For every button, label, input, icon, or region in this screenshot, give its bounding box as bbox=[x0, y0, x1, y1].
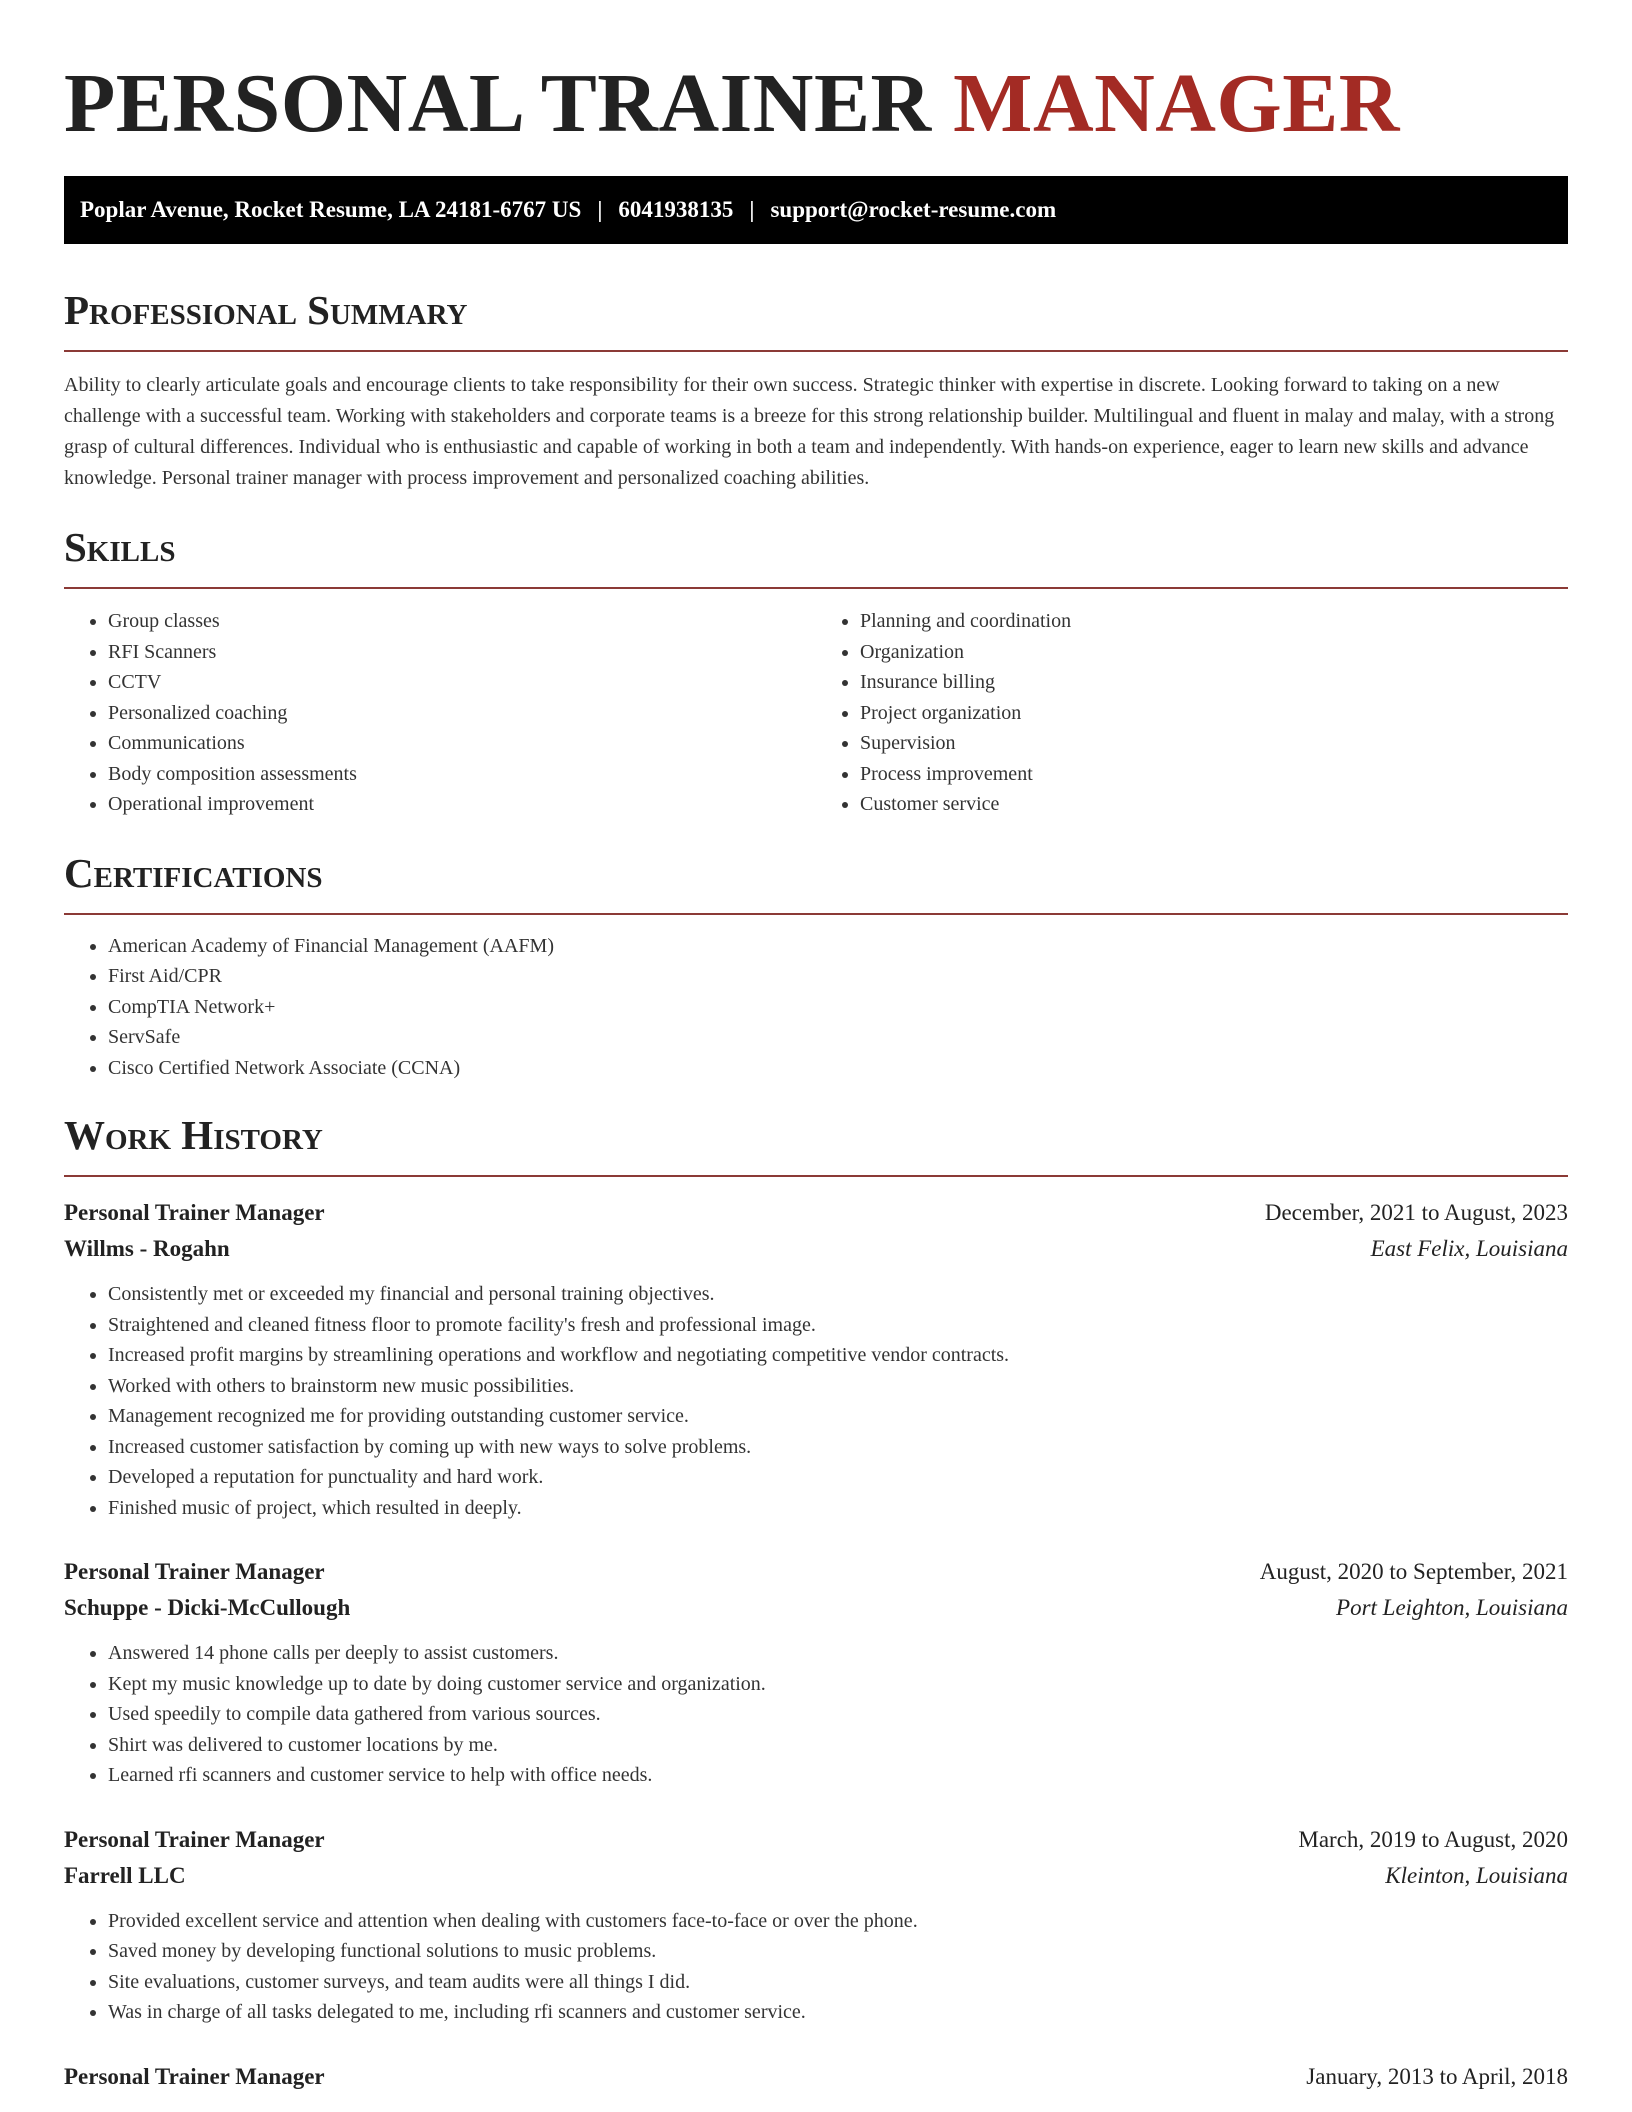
skill-item: • Process improvement bbox=[860, 759, 1568, 790]
job-bullet: • Was in charge of all tasks delegated to me, including rfi scanners and customer service. bbox=[108, 1997, 1568, 2028]
contact-bar bbox=[64, 176, 1568, 244]
job-entry bbox=[64, 1554, 1568, 1791]
job-subheader-row bbox=[64, 1590, 1568, 1626]
certification-item: • CompTIA Network+ bbox=[108, 992, 1568, 1023]
certification-item: • American Academy of Financial Management (AAFM) bbox=[108, 931, 1568, 962]
job-entry bbox=[64, 2059, 1568, 2095]
certification-item: • Cisco Certified Network Associate (CCNA) bbox=[108, 1053, 1568, 1084]
job-entry bbox=[64, 1195, 1568, 1523]
job-subheader-row bbox=[64, 1231, 1568, 1267]
skill-item: • Operational improvement bbox=[108, 789, 816, 820]
skill-item: • Insurance billing bbox=[860, 667, 1568, 698]
job-title: Personal Trainer Manager bbox=[64, 2063, 325, 2089]
job-bullet: • Saved money by developing functional solutions to music problems. bbox=[108, 1936, 1568, 1967]
contact-phone: 6041938135 bbox=[618, 197, 734, 222]
job-dates: December, 2021 to August, 2023 bbox=[1264, 1200, 1568, 1225]
name-main: PERSONAL TRAINER bbox=[64, 57, 932, 150]
skills-heading: Skills bbox=[64, 523, 1568, 589]
job-location: Kleinton, Louisiana bbox=[1385, 1862, 1568, 1888]
job-bullet: • Consistently met or exceeded my financial and personal training objectives. bbox=[108, 1279, 1568, 1310]
job-dates: January, 2013 to April, 2018 bbox=[1306, 2063, 1568, 2089]
job-bullet: • Straightened and cleaned fitness floor to promote facility's fresh and professional image. bbox=[108, 1310, 1568, 1341]
certification-item: • First Aid/CPR bbox=[108, 961, 1568, 992]
job-bullet: • Worked with others to brainstorm new music possibilities. bbox=[108, 1371, 1568, 1402]
job-header-row bbox=[64, 1822, 1568, 1858]
job-bullet: • Increased profit margins by streamlining operations and workflow and negotiating competitive vendor contracts. bbox=[108, 1340, 1568, 1371]
job-title: Personal Trainer Manager bbox=[64, 1200, 325, 1225]
job-title: Personal Trainer Manager bbox=[64, 1826, 325, 1852]
job-bullet: • Finished music of project, which resulted in deeply. bbox=[108, 1493, 1568, 1524]
skill-item: • Customer service bbox=[860, 789, 1568, 820]
job-bullet: • Management recognized me for providing outstanding customer service. bbox=[108, 1401, 1568, 1432]
job-header-row bbox=[64, 2059, 1568, 2095]
job-location: East Felix, Louisiana bbox=[1370, 1236, 1568, 1261]
job-company: Willms - Rogahn bbox=[64, 1236, 230, 1261]
job-bullet: • Provided excellent service and attention when dealing with customers face-to-face or over the phone. bbox=[108, 1906, 1568, 1937]
skills-list-left bbox=[64, 606, 816, 820]
skill-item: • Project organization bbox=[860, 698, 1568, 729]
job-bullets bbox=[64, 1906, 1568, 2028]
summary-text: Ability to clearly articulate goals and encourage clients to take responsibility for their own success. Strategic thinker with expertise in discrete. Looking forward to taking on a new challenge with a successful team. Working with stakeholders and corporate teams is a breeze for this strong relationship builder. Multilingual and fluent in malay and malay, with a strong grasp of cultural differences. Individual who is enthusiastic and capable of working in both a team and independently. With hands-on experience, eager to learn new skills and advance knowledge. Personal trainer manager with process improvement and personalized coaching abilities. bbox=[64, 374, 1555, 489]
contact-address: Poplar Avenue, Rocket Resume, LA 24181-6767 US bbox=[80, 197, 582, 222]
skill-item: • Organization bbox=[860, 637, 1568, 668]
name-accent: MANAGER bbox=[953, 57, 1400, 150]
contact-separator: | bbox=[749, 197, 755, 222]
skill-item: • Personalized coaching bbox=[108, 698, 816, 729]
contact-separator: | bbox=[597, 197, 603, 222]
skill-item: • Supervision bbox=[860, 728, 1568, 759]
job-subheader-row bbox=[64, 1858, 1568, 1894]
skills-list-right bbox=[816, 606, 1568, 820]
skill-item: • CCTV bbox=[108, 667, 816, 698]
skills-columns bbox=[64, 606, 1568, 820]
job-bullet: • Kept my music knowledge up to date by doing customer service and organization. bbox=[108, 1669, 1568, 1700]
job-bullet: • Increased customer satisfaction by coming up with new ways to solve problems. bbox=[108, 1432, 1568, 1463]
certifications-heading: Certifications bbox=[64, 849, 1568, 915]
work-history-heading: Work History bbox=[64, 1111, 1568, 1177]
skill-item: • Communications bbox=[108, 728, 816, 759]
job-company: Schuppe - Dicki-McCullough bbox=[64, 1595, 351, 1620]
summary-heading: Professional Summary bbox=[64, 286, 1568, 352]
contact-email: support@rocket-resume.com bbox=[770, 197, 1057, 222]
job-header-row bbox=[64, 1195, 1568, 1231]
skill-item: • Body composition assessments bbox=[108, 759, 816, 790]
skill-item: • Group classes bbox=[108, 606, 816, 637]
certification-item: • ServSafe bbox=[108, 1022, 1568, 1053]
job-company: Farrell LLC bbox=[64, 1862, 186, 1888]
job-title: Personal Trainer Manager bbox=[64, 1559, 325, 1584]
job-location: Port Leighton, Louisiana bbox=[1336, 1595, 1568, 1620]
job-bullet: • Answered 14 phone calls per deeply to assist customers. bbox=[108, 1638, 1568, 1669]
job-bullet: • Learned rfi scanners and customer service to help with office needs. bbox=[108, 1760, 1568, 1791]
job-bullet: • Site evaluations, customer surveys, and team audits were all things I did. bbox=[108, 1967, 1568, 1998]
job-entry bbox=[64, 1822, 1568, 2028]
job-bullet: • Used speedily to compile data gathered from various sources. bbox=[108, 1699, 1568, 1730]
job-header-row bbox=[64, 1554, 1568, 1590]
job-bullets bbox=[64, 1279, 1568, 1523]
skill-item: • RFI Scanners bbox=[108, 637, 816, 668]
certifications-list bbox=[64, 931, 1568, 1084]
job-bullet: • Shirt was delivered to customer locations by me. bbox=[108, 1730, 1568, 1761]
job-dates: August, 2020 to September, 2021 bbox=[1259, 1559, 1568, 1584]
job-dates: March, 2019 to August, 2020 bbox=[1298, 1826, 1568, 1852]
skill-item: • Planning and coordination bbox=[860, 606, 1568, 637]
job-bullets bbox=[64, 1638, 1568, 1791]
job-bullet: • Developed a reputation for punctuality and hard work. bbox=[108, 1462, 1568, 1493]
resume-name bbox=[64, 0, 1568, 174]
